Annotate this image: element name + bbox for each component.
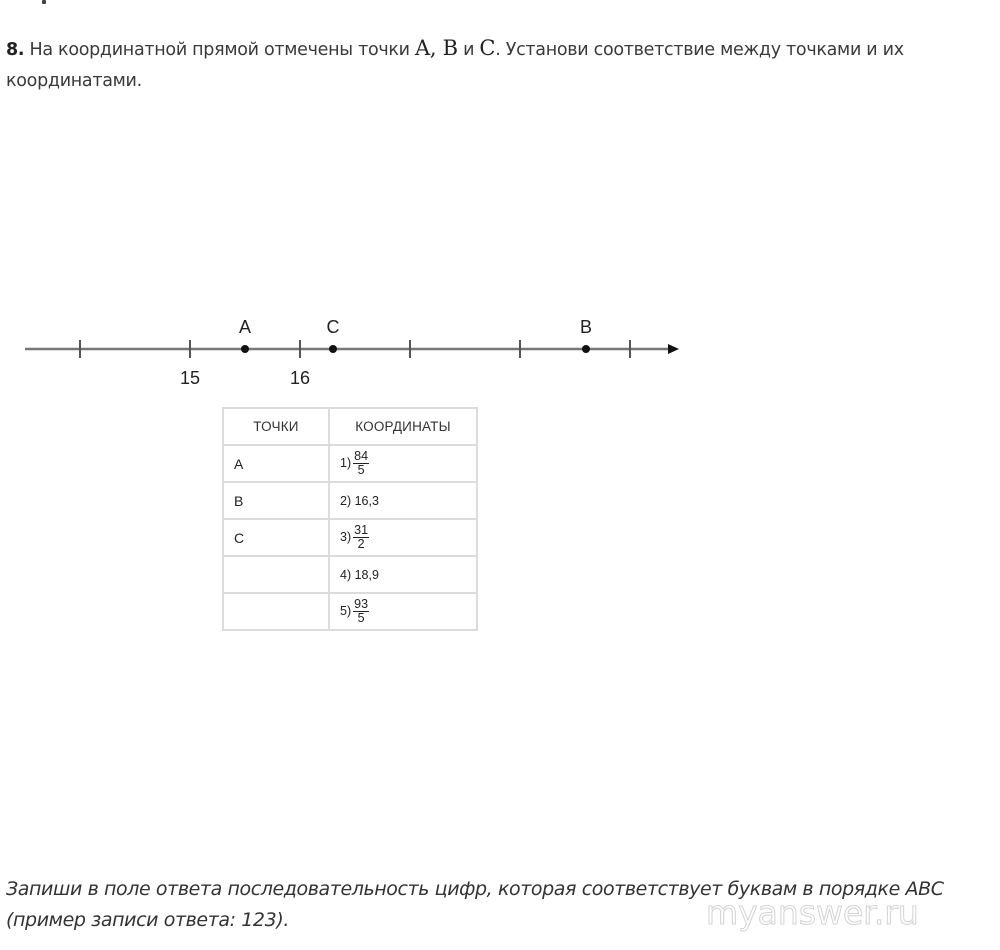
- comma: ,: [429, 36, 443, 60]
- coordinate-cell: [329, 556, 477, 593]
- header-points: ТОЧКИ: [223, 408, 329, 445]
- header-coordinates: КООРДИНАТЫ: [329, 408, 477, 445]
- fraction-denominator: 5: [357, 611, 365, 625]
- fraction-numerator: 93: [354, 597, 369, 611]
- tick-label: 15: [179, 368, 201, 388]
- point-cell: C: [223, 519, 329, 556]
- table-row: [223, 593, 477, 630]
- point-cell: B: [223, 482, 329, 519]
- table-row: [223, 482, 477, 519]
- table-row: [223, 519, 477, 556]
- table-row: [223, 556, 477, 593]
- point-a-symbol: A: [415, 36, 430, 60]
- task-text-part2: . Установи соответствие между точками и их координатами.: [6, 40, 904, 91]
- fraction: [353, 450, 369, 477]
- task-statement: [6, 33, 991, 97]
- fraction-denominator: 2: [357, 537, 365, 551]
- task-text-part1: На координатной прямой отмечены точки: [24, 40, 416, 60]
- point-cell: [223, 593, 329, 630]
- point-cell: [223, 556, 329, 593]
- watermark-logo: myanswer.ru: [706, 893, 919, 932]
- option-number: 3): [340, 529, 352, 544]
- table-header-row: [223, 408, 477, 445]
- point-label: C: [326, 317, 340, 337]
- point-c-symbol: C: [479, 36, 496, 60]
- point-dot: [241, 345, 249, 353]
- point-cell: A: [223, 445, 329, 482]
- table-row: [223, 445, 477, 482]
- fraction: [353, 524, 369, 551]
- task-number: 8.: [6, 40, 25, 60]
- option-number: 5): [340, 603, 352, 618]
- point-label: B: [579, 317, 593, 337]
- number-line: [0, 300, 700, 400]
- coordinate-cell: [329, 482, 477, 519]
- point-label: A: [238, 317, 252, 337]
- point-b-symbol: B: [442, 36, 458, 60]
- coordinate-cell: [329, 519, 477, 556]
- cropped-text-fragment: [42, 0, 46, 4]
- fraction-numerator: 31: [354, 523, 369, 537]
- point-dot: [582, 345, 590, 353]
- decimal-value: 16,3: [354, 493, 379, 508]
- decimal-value: 18,9: [354, 567, 379, 582]
- tick-label: 16: [289, 368, 311, 388]
- answer-instruction: Запиши в поле ответа последовательность цифр, которая соответствует буквам в порядке ABC (пример записи ответа: 123).: [6, 878, 944, 931]
- option-number: 1): [340, 455, 352, 470]
- point-dot: [329, 345, 337, 353]
- option-number: 2): [340, 493, 352, 508]
- fraction-denominator: 5: [357, 463, 365, 477]
- option-number: 4): [340, 567, 352, 582]
- fraction: [353, 598, 369, 625]
- coordinate-cell: [329, 445, 477, 482]
- and-word: и: [457, 40, 480, 60]
- axis-arrow-icon: [668, 344, 679, 354]
- fraction-numerator: 84: [354, 449, 369, 463]
- matching-table: [222, 407, 478, 631]
- coordinate-cell: [329, 593, 477, 630]
